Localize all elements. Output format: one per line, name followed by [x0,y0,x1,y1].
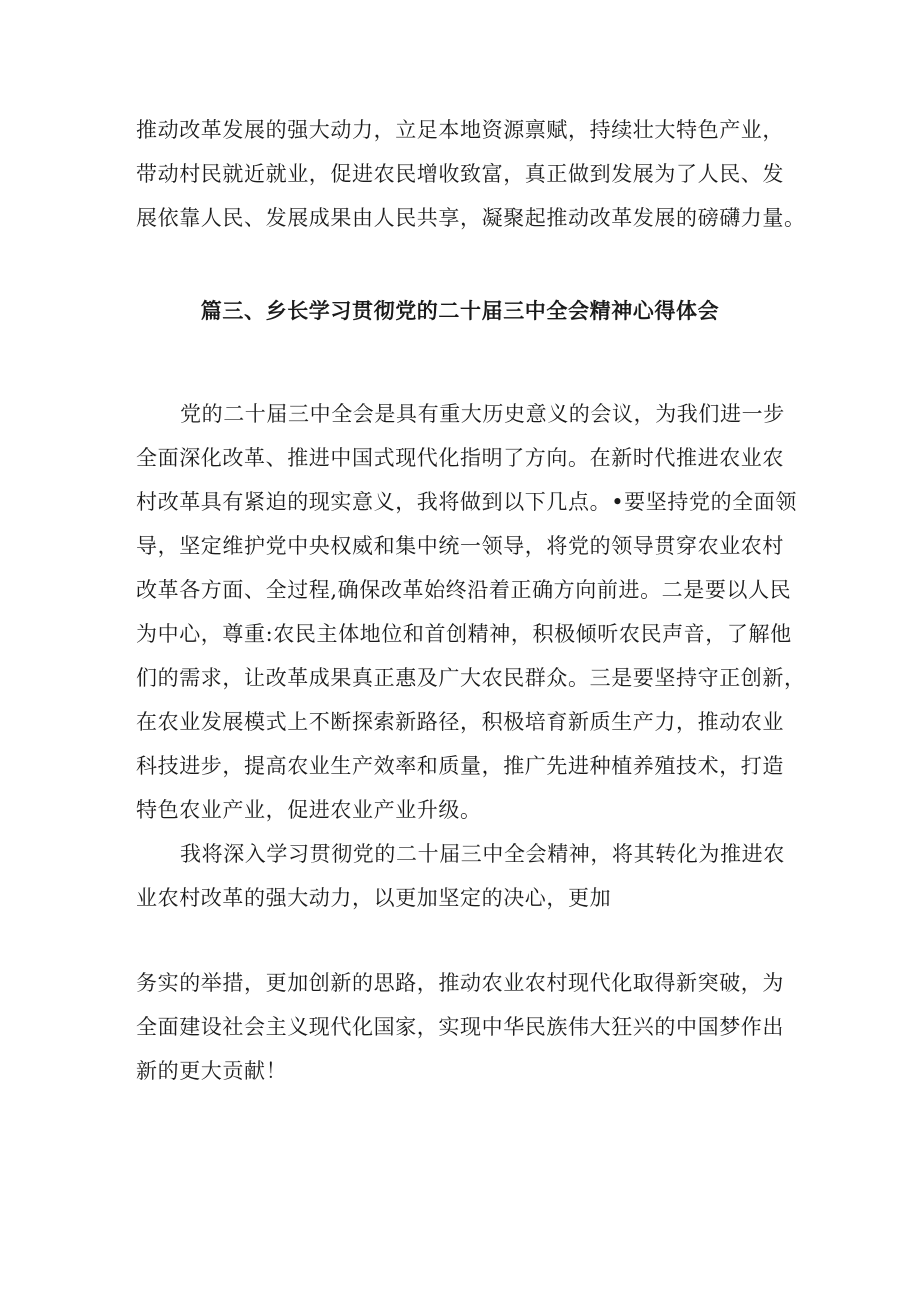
section-title: 篇三、乡长学习贯彻党的二十届三中全会精神心得体会 [200,298,720,323]
intro-line: 推动改革发展的强大动力，立足本地资源禀赋，持续壮大特色产业， [136,118,784,142]
paragraph-line: 业农村改革的强大动力，以更加坚定的决心，更加 [136,886,612,910]
paragraph-line: 新的更大贡献！ [136,1059,288,1083]
paragraph-line: 党的二十届三中全会是具有重大历史意义的会议，为我们进一步 [180,402,785,426]
paragraph-line: 导，坚定维护党中央权威和集中统一领导，将党的领导贯穿农业农村 [136,534,784,558]
paragraph-line: 改革各方面、全过程,确保改革始终沿着正确方向前进。二是要以人民 [136,578,792,602]
paragraph-line: 在农业发展模式上不断探索新路径，积极培育新质生产力，推动农业 [136,710,784,734]
paragraph-line: 村改革具有紧迫的现实意义，我将做到以下几点。•要坚持党的全面领 [136,490,797,514]
intro-line: 带动村民就近就业，促进农民增收致富，真正做到发展为了人民、发 [136,162,784,186]
paragraph-line: 务实的举措，更加创新的思路，推动农业农村现代化取得新突破，为 [136,971,784,995]
paragraph-line: 们的需求，让改革成果真正惠及广大农民群众。三是要坚持守正创新， [136,666,806,690]
paragraph-line: 为中心，尊重:农民主体地位和首创精神，积极倾听农民声音，了解他 [136,622,792,646]
paragraph-line: 特色农业产业，促进农业产业升级。 [136,798,482,822]
paragraph-line: 全面深化改革、推进中国式现代化指明了方向。在新时代推进农业农 [136,446,784,470]
paragraph-line: 我将深入学习贯彻党的二十届三中全会精神，将其转化为推进农 [180,842,785,866]
paragraph-line: 全面建设社会主义现代化国家，实现中华民族伟大狂兴的中国梦作出 [136,1015,784,1039]
paragraph-line: 科技进步，提高农业生产效率和质量，推广先进种植养殖技术，打造 [136,754,784,778]
intro-line: 展依靠人民、发展成果由人民共享，凝聚起推动改革发展的磅礴力量。 [136,206,806,230]
